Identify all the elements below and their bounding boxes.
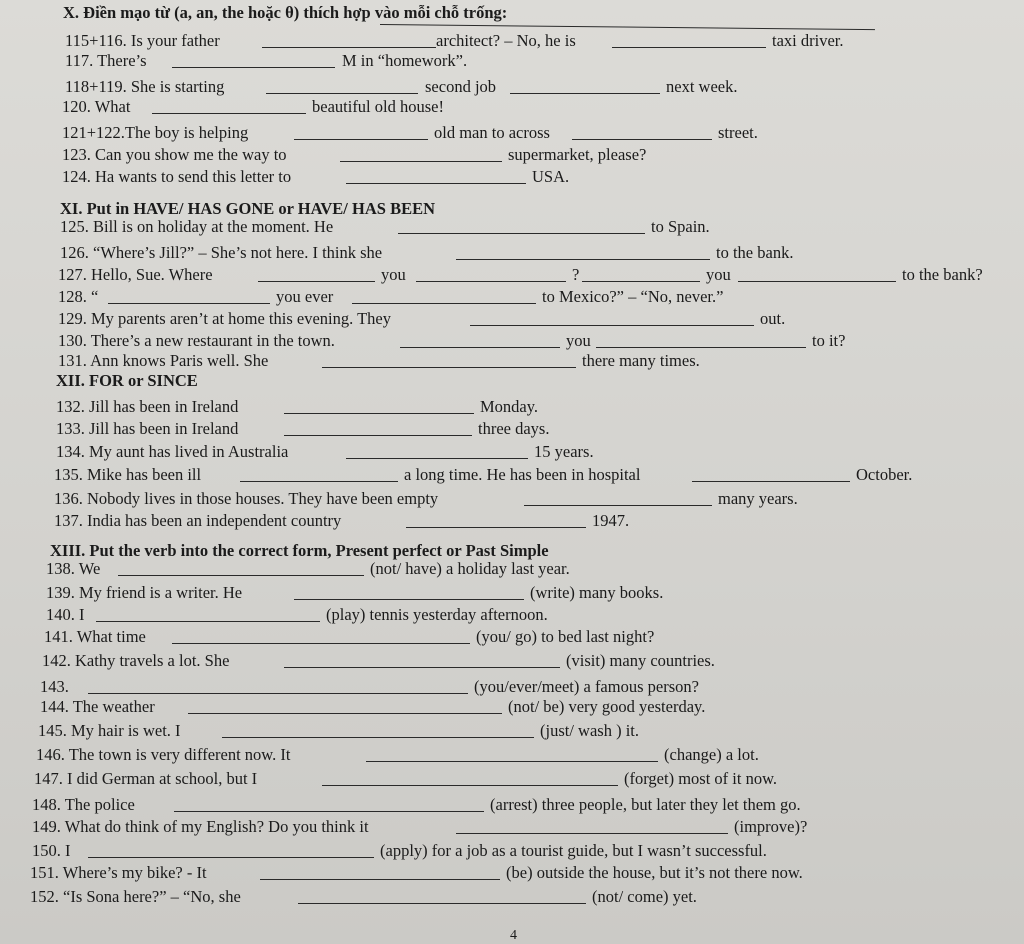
answer-blank[interactable] xyxy=(572,139,712,140)
exercise-text: 136. Nobody lives in those houses. They have been empty xyxy=(54,489,439,508)
exercise-text: 144. The weather xyxy=(40,697,155,716)
exercise-text: (apply) for a job as a tourist guide, but I wasn’t successful. xyxy=(380,841,767,860)
top-rule xyxy=(380,24,875,30)
exercise-text: (not/ be) very good yesterday. xyxy=(508,697,706,716)
exercise-text: 152. “Is Sona here?” – “No, she xyxy=(30,887,241,906)
answer-blank[interactable] xyxy=(172,67,335,68)
exercise-text: to it? xyxy=(812,331,846,350)
exercise-text: 147. I did German at school, but I xyxy=(34,769,258,788)
exercise-text: out. xyxy=(760,309,786,328)
exercise-text: October. xyxy=(856,465,913,484)
exercise-text: 123. Can you show me the way to xyxy=(62,145,287,164)
exercise-text: 151. Where’s my bike? - It xyxy=(30,863,207,882)
page-number: 4 xyxy=(510,928,517,943)
exercise-text: (forget) most of it now. xyxy=(624,769,778,788)
answer-blank[interactable] xyxy=(346,183,526,184)
exercise-text: 1947. xyxy=(592,511,630,530)
exercise-text: 139. My friend is a writer. He xyxy=(46,583,243,602)
exercise-text: next week. xyxy=(666,77,738,96)
exercise-text: X. Điền mạo từ (a, an, the hoặc θ) thích hợp vào mỗi chỗ trống: xyxy=(63,3,508,22)
exercise-text: M in “homework”. xyxy=(342,51,468,70)
exercise-text: (arrest) three people, but later they let them go. xyxy=(490,795,801,814)
exercise-text: (not/ have) a holiday last year. xyxy=(370,559,570,578)
answer-blank[interactable] xyxy=(294,139,428,140)
exercise-text: (visit) many countries. xyxy=(566,651,715,670)
exercise-text: (be) outside the house, but it’s not there now. xyxy=(506,863,803,882)
exercise-text: a long time. He has been in hospital xyxy=(404,465,641,484)
exercise-text: 141. What time xyxy=(44,627,146,646)
answer-blank[interactable] xyxy=(456,833,728,834)
answer-blank[interactable] xyxy=(284,413,474,414)
exercise-text: 118+119. She is starting xyxy=(65,77,225,96)
answer-blank[interactable] xyxy=(352,303,536,304)
exercise-text: architect? – No, he is xyxy=(436,31,576,50)
exercise-text: 124. Ha wants to send this letter to xyxy=(62,167,292,186)
exercise-text: ? xyxy=(572,265,580,284)
exercise-text: 145. My hair is wet. I xyxy=(38,721,181,740)
exercise-text: (play) tennis yesterday afternoon. xyxy=(326,605,548,624)
answer-blank[interactable] xyxy=(400,347,560,348)
answer-blank[interactable] xyxy=(284,667,560,668)
answer-blank[interactable] xyxy=(612,47,766,48)
exercise-text: 126. “Where’s Jill?” – She’s not here. I think she xyxy=(60,243,383,262)
exercise-text: (just/ wash ) it. xyxy=(540,721,639,740)
answer-blank[interactable] xyxy=(88,857,374,858)
exercise-text: 15 years. xyxy=(534,442,594,461)
exercise-text: supermarket, please? xyxy=(508,145,647,164)
exercise-text: (you/ go) to bed last night? xyxy=(476,627,655,646)
exercise-text: 140. I xyxy=(46,605,85,624)
exercise-text: Monday. xyxy=(480,397,539,416)
answer-blank[interactable] xyxy=(108,303,270,304)
exercise-text: second job xyxy=(425,77,497,96)
answer-blank[interactable] xyxy=(260,879,500,880)
answer-blank[interactable] xyxy=(340,161,502,162)
answer-blank[interactable] xyxy=(262,47,436,48)
exercise-text: XIII. Put the verb into the correct form, Present perfect or Past Simple xyxy=(50,541,549,560)
exercise-text: 127. Hello, Sue. Where xyxy=(58,265,213,284)
answer-blank[interactable] xyxy=(692,481,850,482)
exercise-text: 146. The town is very different now. It xyxy=(36,745,291,764)
answer-blank[interactable] xyxy=(346,458,528,459)
exercise-text: there many times. xyxy=(582,351,700,370)
answer-blank[interactable] xyxy=(596,347,806,348)
exercise-text: 142. Kathy travels a lot. She xyxy=(42,651,230,670)
answer-blank[interactable] xyxy=(222,737,534,738)
answer-blank[interactable] xyxy=(510,93,660,94)
exercise-text: you xyxy=(381,265,406,284)
exercise-text: (you/ever/meet) a famous person? xyxy=(474,677,699,696)
answer-blank[interactable] xyxy=(294,599,524,600)
exercise-text: street. xyxy=(718,123,758,142)
exercise-text: many years. xyxy=(718,489,798,508)
answer-blank[interactable] xyxy=(322,785,618,786)
exercise-text: 137. India has been an independent country xyxy=(54,511,342,530)
exercise-text: old man to across xyxy=(434,123,550,142)
exercise-text: 138. We xyxy=(46,559,101,578)
answer-blank[interactable] xyxy=(258,281,375,282)
exercise-text: 125. Bill is on holiday at the moment. He xyxy=(60,217,334,236)
exercise-text: 131. Ann knows Paris well. She xyxy=(58,351,269,370)
exercise-text: 149. What do think of my English? Do you think it xyxy=(32,817,369,836)
exercise-text: USA. xyxy=(532,167,570,186)
exercise-text: 130. There’s a new restaurant in the town. xyxy=(58,331,335,350)
exercise-text: 117. There’s xyxy=(65,51,147,70)
answer-blank[interactable] xyxy=(88,693,468,694)
answer-blank[interactable] xyxy=(172,643,470,644)
exercise-text: 121+122.The boy is helping xyxy=(62,123,249,142)
exercise-text: (change) a lot. xyxy=(664,745,759,764)
answer-blank[interactable] xyxy=(366,761,658,762)
answer-blank[interactable] xyxy=(398,233,645,234)
exercise-text: 129. My parents aren’t at home this evening. They xyxy=(58,309,391,328)
answer-blank[interactable] xyxy=(416,281,566,282)
answer-blank[interactable] xyxy=(240,481,398,482)
exercise-text: taxi driver. xyxy=(772,31,844,50)
exercise-text: three days. xyxy=(478,419,550,438)
answer-blank[interactable] xyxy=(152,113,306,114)
exercise-text: to the bank? xyxy=(902,265,983,284)
exercise-text: (not/ come) yet. xyxy=(592,887,697,906)
exercise-text: XI. Put in HAVE/ HAS GONE or HAVE/ HAS BEEN xyxy=(60,199,436,218)
exercise-text: 134. My aunt has lived in Australia xyxy=(56,442,289,461)
answer-blank[interactable] xyxy=(298,903,586,904)
answer-blank[interactable] xyxy=(582,281,700,282)
answer-blank[interactable] xyxy=(322,367,576,368)
exercise-text: 135. Mike has been ill xyxy=(54,465,202,484)
answer-blank[interactable] xyxy=(118,575,364,576)
answer-blank[interactable] xyxy=(266,93,418,94)
exercise-text: to Spain. xyxy=(651,217,710,236)
exercise-text: 143. xyxy=(40,677,69,696)
answer-blank[interactable] xyxy=(174,811,484,812)
exercise-text: 115+116. Is your father xyxy=(65,31,220,50)
answer-blank[interactable] xyxy=(406,527,586,528)
answer-blank[interactable] xyxy=(524,505,712,506)
exercise-text: you xyxy=(566,331,591,350)
exercise-text: 128. “ xyxy=(58,287,99,306)
exercise-text: to the bank. xyxy=(716,243,794,262)
answer-blank[interactable] xyxy=(738,281,896,282)
exercise-text: to Mexico?” – “No, never.” xyxy=(542,287,724,306)
answer-blank[interactable] xyxy=(96,621,320,622)
exercise-text: 148. The police xyxy=(32,795,135,814)
exercise-text: 132. Jill has been in Ireland xyxy=(56,397,239,416)
answer-blank[interactable] xyxy=(470,325,754,326)
exercise-text: 133. Jill has been in Ireland xyxy=(56,419,239,438)
answer-blank[interactable] xyxy=(456,259,710,260)
answer-blank[interactable] xyxy=(188,713,502,714)
exercise-text: 120. What xyxy=(62,97,131,116)
answer-blank[interactable] xyxy=(284,435,472,436)
exercise-text: (write) many books. xyxy=(530,583,664,602)
exercise-text: (improve)? xyxy=(734,817,808,836)
exercise-text: beautiful old house! xyxy=(312,97,444,116)
exercise-text: 150. I xyxy=(32,841,71,860)
exercise-text: XII. FOR or SINCE xyxy=(56,371,198,390)
exercise-text: you xyxy=(706,265,731,284)
exercise-text: you ever xyxy=(276,287,334,306)
